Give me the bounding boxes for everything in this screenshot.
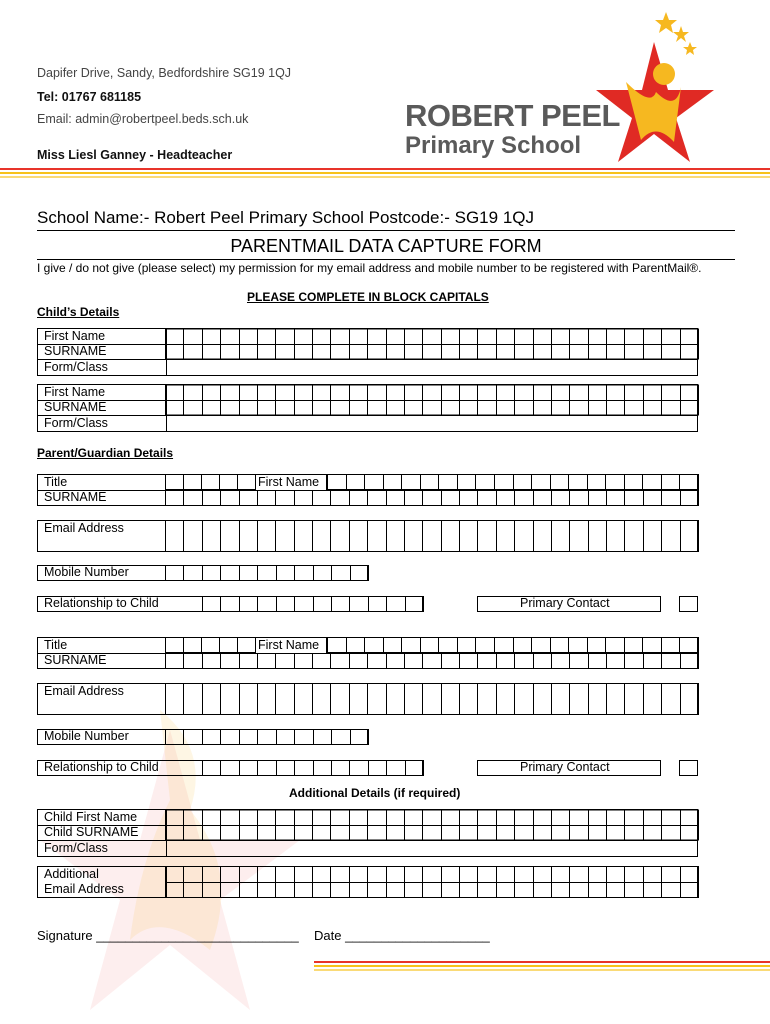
child-1-surname-label: SURNAME (44, 344, 107, 358)
parent-1-surname-boxes[interactable] (165, 490, 698, 506)
parent-2-email-boxes[interactable] (165, 683, 698, 715)
additional-details-heading: Additional Details (if required) (289, 786, 461, 800)
child-2-letter-boxes[interactable] (165, 384, 698, 416)
additional-email-boxes[interactable] (165, 866, 698, 898)
child-2-form-class-label: Form/Class (44, 416, 108, 430)
title-rule-top (37, 230, 735, 231)
child-2-first-name-label: First Name (44, 385, 106, 399)
parent-2-mobile-label: Mobile Number (44, 729, 129, 743)
additional-child-surname-label: Child SURNAME (44, 825, 139, 839)
footer-stripe-yellow-2 (314, 969, 770, 971)
parent-1-title-label: Title (44, 475, 68, 489)
parent-2-title-boxes[interactable] (165, 637, 255, 653)
parent-1-relationship-label: Relationship to Child (44, 596, 159, 610)
additional-email-label-2: Email Address (44, 882, 124, 896)
parent-1-mobile-boxes[interactable] (165, 565, 368, 581)
parent-details-heading: Parent/Guardian Details (37, 446, 174, 460)
school-logo-star-icon (596, 12, 716, 162)
child-1-form-class-label: Form/Class (44, 360, 108, 374)
date-line[interactable]: Date ____________________ (314, 928, 490, 943)
form-title: PARENTMAIL DATA CAPTURE FORM (230, 236, 542, 256)
parent-2-primary-contact-label: Primary Contact (520, 760, 610, 774)
parent-2-email-label: Email Address (44, 684, 124, 698)
parent-2-first-name-boxes[interactable] (327, 637, 698, 653)
parent-1-first-name-boxes[interactable] (327, 474, 698, 490)
header-stripe-red (0, 168, 770, 170)
parent-1-mobile-label: Mobile Number (44, 565, 129, 579)
header-stripe-yellow (0, 172, 770, 174)
school-address: Dapifer Drive, Sandy, Bedfordshire SG19 1QJ (37, 66, 292, 80)
parent-1-title-boxes[interactable] (165, 474, 255, 490)
school-email: Email: admin@robertpeel.beds.sch.uk (37, 112, 249, 126)
title-rule-bottom (37, 259, 735, 260)
logo-text-line1: ROBERT PEEL (405, 98, 620, 133)
parent-1-first-name-label: First Name (258, 475, 320, 489)
block-capitals-note: PLEASE COMPLETE IN BLOCK CAPITALS (247, 290, 489, 304)
headteacher-name: Miss Liesl Ganney - Headteacher (37, 148, 233, 162)
school-telephone: Tel: 01767 681185 (37, 90, 142, 104)
parent-1-primary-contact-checkbox[interactable] (679, 596, 698, 612)
parent-2-relationship-label: Relationship to Child (44, 760, 159, 774)
parent-1-surname-label: SURNAME (44, 490, 107, 504)
parent-2-relationship-boxes[interactable] (202, 760, 423, 776)
parent-1-relationship-boxes[interactable] (202, 596, 423, 612)
childs-details-heading: Child’s Details (37, 305, 120, 319)
parent-2-title-label: Title (44, 638, 68, 652)
parent-1-email-label: Email Address (44, 521, 124, 535)
school-name-line: School Name:- Robert Peel Primary School Postcode:- SG19 1QJ (37, 208, 534, 227)
logo-text-line2: Primary School (405, 132, 582, 159)
parent-1-email-boxes[interactable] (165, 520, 698, 552)
additional-child-form-class-label: Form/Class (44, 841, 108, 855)
footer-stripe-yellow (314, 965, 770, 967)
parent-2-first-name-label: First Name (258, 638, 320, 652)
additional-child-first-name-label: Child First Name (44, 810, 138, 824)
parent-1-primary-contact-label: Primary Contact (520, 596, 610, 610)
additional-child-letter-boxes[interactable] (165, 809, 698, 841)
child-2-surname-label: SURNAME (44, 400, 107, 414)
parent-2-surname-boxes[interactable] (165, 653, 698, 669)
header-stripe-yellow-2 (0, 176, 770, 178)
permission-statement: I give / do not give (please select) my permission for my email address and mobile number to be registered with ParentMail®. (37, 261, 702, 275)
child-1-first-name-label: First Name (44, 329, 106, 343)
child-1-letter-boxes[interactable] (165, 328, 698, 360)
parent-2-mobile-boxes[interactable] (165, 729, 368, 745)
footer-stripe-red (314, 961, 770, 963)
parent-2-primary-contact-checkbox[interactable] (679, 760, 698, 776)
parent-2-surname-label: SURNAME (44, 653, 107, 667)
signature-line[interactable]: Signature ____________________________ (37, 928, 299, 943)
additional-email-label-1: Additional (44, 867, 99, 881)
